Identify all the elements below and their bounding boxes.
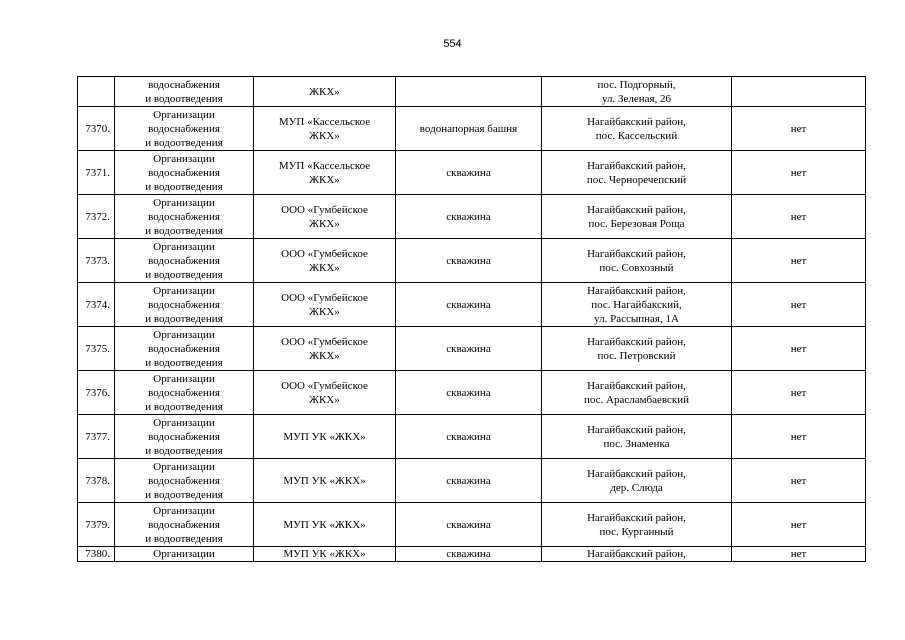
cell-org-name: ООО «Гумбейское ЖКХ»	[254, 195, 396, 239]
table-row	[78, 503, 866, 547]
table-row	[78, 415, 866, 459]
table-row	[78, 195, 866, 239]
cell-note: нет	[732, 327, 866, 371]
cell-org-name: МУП УК «ЖКХ»	[254, 459, 396, 503]
table-row-truncated	[78, 547, 866, 562]
cell-note: нет	[732, 195, 866, 239]
cell-org-type: водоснабжения и водоотведения	[115, 77, 254, 107]
cell-org-type: Организации водоснабжения и водоотведения	[115, 459, 254, 503]
cell-object: скважина	[396, 239, 542, 283]
registry-table	[77, 76, 866, 562]
cell-org-name: МУП «Кассельское ЖКХ»	[254, 107, 396, 151]
cell-org-name: МУП УК «ЖКХ»	[254, 503, 396, 547]
page-number: 554	[443, 38, 462, 50]
cell-note: нет	[732, 371, 866, 415]
cell-object: скважина	[396, 503, 542, 547]
cell-object: водонапорная башня	[396, 107, 542, 151]
cell-location: Нагайбакский район, дер. Слюда	[542, 459, 732, 503]
cell-number: 7375.	[78, 327, 115, 371]
table-row-continued	[78, 77, 866, 107]
cell-number: 7372.	[78, 195, 115, 239]
cell-note: нет	[732, 283, 866, 327]
cell-object: скважина	[396, 327, 542, 371]
cell-org-type: Организации	[115, 547, 254, 562]
table-row	[78, 327, 866, 371]
cell-object: скважина	[396, 415, 542, 459]
cell-note: нет	[732, 107, 866, 151]
cell-org-name: МУП УК «ЖКХ»	[254, 415, 396, 459]
cell-org-name: ООО «Гумбейское ЖКХ»	[254, 239, 396, 283]
cell-org-name: МУП «Кассельское ЖКХ»	[254, 151, 396, 195]
cell-org-type: Организации водоснабжения и водоотведения	[115, 107, 254, 151]
cell-location: Нагайбакский район,	[542, 547, 732, 562]
registry-table-body	[78, 77, 866, 562]
cell-number: 7380.	[78, 547, 115, 562]
cell-note: нет	[732, 415, 866, 459]
cell-number: 7371.	[78, 151, 115, 195]
cell-object	[396, 77, 542, 107]
cell-note: нет	[732, 547, 866, 562]
table-row	[78, 283, 866, 327]
table-row	[78, 371, 866, 415]
cell-org-type: Организации водоснабжения и водоотведения	[115, 327, 254, 371]
cell-object: скважина	[396, 283, 542, 327]
cell-org-name: ООО «Гумбейское ЖКХ»	[254, 327, 396, 371]
cell-note: нет	[732, 503, 866, 547]
cell-object: скважина	[396, 371, 542, 415]
cell-object: скважина	[396, 195, 542, 239]
cell-number: 7370.	[78, 107, 115, 151]
cell-number: 7373.	[78, 239, 115, 283]
cell-location: пос. Подгорный, ул. Зеленая, 26	[542, 77, 732, 107]
table-row	[78, 459, 866, 503]
table-row	[78, 239, 866, 283]
cell-org-type: Организации водоснабжения и водоотведения	[115, 195, 254, 239]
cell-object: скважина	[396, 151, 542, 195]
cell-location: Нагайбакский район, пос. Петровский	[542, 327, 732, 371]
cell-location: Нагайбакский район, пос. Березовая Роща	[542, 195, 732, 239]
cell-note	[732, 77, 866, 107]
cell-org-type: Организации водоснабжения и водоотведения	[115, 151, 254, 195]
cell-org-type: Организации водоснабжения и водоотведения	[115, 239, 254, 283]
cell-org-type: Организации водоснабжения и водоотведения	[115, 371, 254, 415]
cell-location: Нагайбакский район, пос. Арасламбаевский	[542, 371, 732, 415]
cell-location: Нагайбакский район, пос. Черноречепский	[542, 151, 732, 195]
cell-org-name: МУП УК «ЖКХ»	[254, 547, 396, 562]
cell-number	[78, 77, 115, 107]
cell-org-type: Организации водоснабжения и водоотведения	[115, 283, 254, 327]
cell-org-type: Организации водоснабжения и водоотведения	[115, 503, 254, 547]
cell-number: 7378.	[78, 459, 115, 503]
cell-number: 7374.	[78, 283, 115, 327]
cell-number: 7377.	[78, 415, 115, 459]
cell-note: нет	[732, 459, 866, 503]
cell-location: Нагайбакский район, пос. Кассельский	[542, 107, 732, 151]
cell-location: Нагайбакский район, пос. Совхозный	[542, 239, 732, 283]
table-row	[78, 107, 866, 151]
cell-note: нет	[732, 151, 866, 195]
cell-number: 7379.	[78, 503, 115, 547]
cell-org-name: ООО «Гумбейское ЖКХ»	[254, 371, 396, 415]
cell-object: скважина	[396, 459, 542, 503]
table-row	[78, 151, 866, 195]
cell-location: Нагайбакский район, пос. Курганный	[542, 503, 732, 547]
cell-location: Нагайбакский район, пос. Нагайбакский, ул. Рассыпная, 1А	[542, 283, 732, 327]
cell-number: 7376.	[78, 371, 115, 415]
cell-org-type: Организации водоснабжения и водоотведения	[115, 415, 254, 459]
cell-object: скважина	[396, 547, 542, 562]
cell-note: нет	[732, 239, 866, 283]
cell-location: Нагайбакский район, пос. Знаменка	[542, 415, 732, 459]
cell-org-name: ООО «Гумбейское ЖКХ»	[254, 283, 396, 327]
cell-org-name: ЖКХ»	[254, 77, 396, 107]
